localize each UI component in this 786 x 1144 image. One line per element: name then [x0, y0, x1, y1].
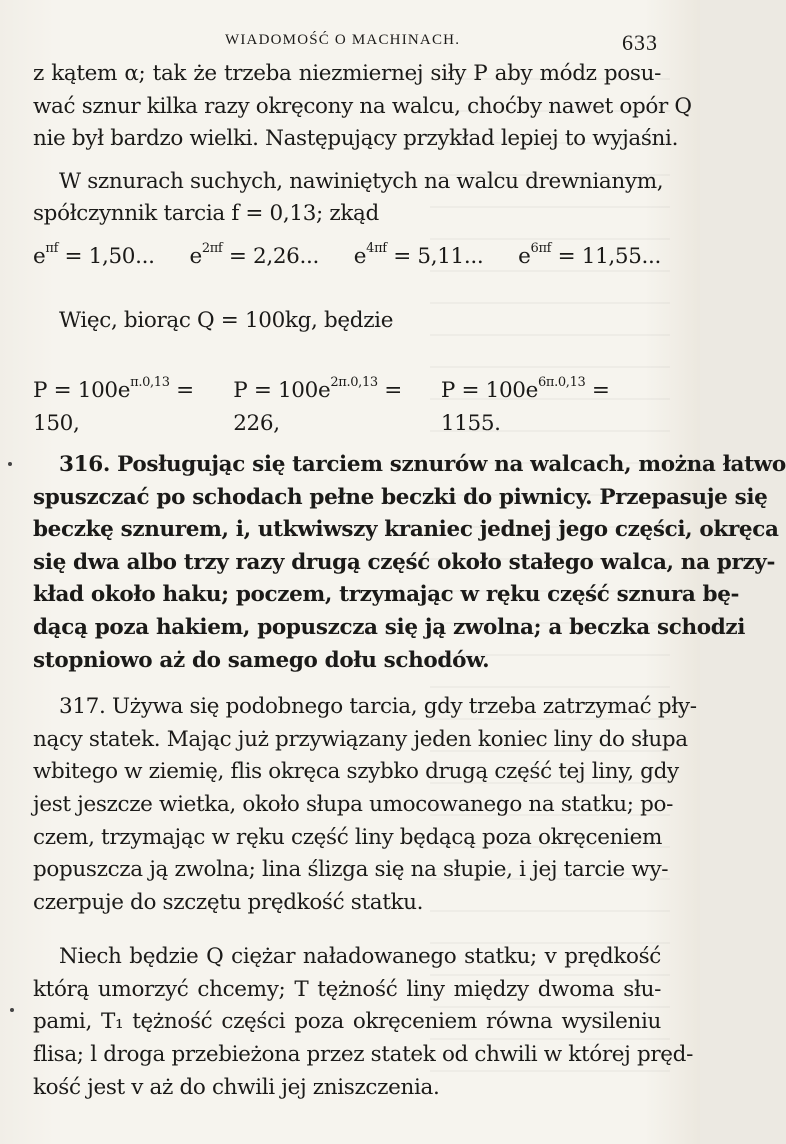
text-line: z kątem α; tak że trzeba niezmiernej siły P aby módz posu-	[33, 61, 661, 86]
text-line: kład około haku; poczem, trzymając w ręku część sznura bę-	[33, 582, 740, 608]
paragraph-intro	[33, 58, 692, 156]
paper-speck	[10, 1008, 14, 1012]
text-line: spuszczać po schodach pełne beczki do piwnicy. Przepasuje się	[33, 484, 768, 510]
text-line: dącą poza hakiem, popuszcza się ją zwolna; a beczka schodzi	[33, 614, 746, 640]
text-line: popuszcza ją zwolna; lina ślizga się na słupie, i jej tarcie wy-	[33, 857, 669, 883]
text-line: spółczynnik tarcia f = 0,13; zkąd	[33, 201, 379, 227]
text-line: 317. Używa się podobnego tarcia, gdy trzeba zatrzymać pły-	[59, 694, 697, 720]
paragraph-316	[33, 449, 786, 677]
paragraph-niech	[33, 941, 693, 1104]
text-line: 316. Posługując się tarciem sznurów na walcach, można łatwo	[59, 451, 786, 477]
exponential-values-row	[33, 231, 661, 293]
text-line: jest jeszcze wietka, około słupa umocowanego na statku; po-	[33, 791, 674, 817]
taking-q-line: Więc, biorąc Q = 100kg, będzie	[59, 307, 394, 333]
p-values-row	[33, 349, 661, 436]
text-line: pami, T₁ tężność części poza okręceniem równa wysileniu	[33, 1009, 661, 1035]
paragraph-317	[33, 691, 697, 919]
paper-speck	[8, 462, 12, 466]
page-number: 633	[622, 30, 658, 55]
text-line: się dwa albo trzy razy drugą część około stałego walca, na przy-	[33, 549, 776, 575]
text-line: którą umorzyć chcemy; T tężność liny między dwoma słu-	[33, 976, 661, 1002]
formula-p-226: $P = 100e^{2\pi.0,13} = 226$,	[233, 374, 402, 436]
text-line: beczkę sznurem, i, utkwiwszy kraniec jednej jego części, okręca	[33, 517, 779, 543]
body-text	[33, 58, 786, 1104]
formula-p-150: $P = 100e^{\pi.0,13} = 150$,	[33, 374, 194, 436]
text-line: kość jest v aż do chwili jej zniszczenia.	[33, 1074, 440, 1100]
formula-e-4pif: $e^{4\pi f} = 5,11$...	[353, 240, 484, 269]
text-line: W sznurach suchych, nawiniętych na walcu drewnianym,	[59, 168, 664, 194]
text-line: flisa; l droga przebieżona przez statek od chwili w której pręd-	[33, 1042, 693, 1068]
formula-p-1155: $P = 100e^{6\pi.0,13} = 1155$.	[440, 374, 610, 436]
running-title: WIADOMOŚĆ O MACHINACH.	[225, 32, 461, 48]
text-line: czem, trzymając w ręku część liny będącą poza okręceniem	[33, 824, 663, 850]
text-line: wbitego w ziemię, flis okręca szybko drugą część tej liny, gdy	[33, 759, 679, 785]
text-line: nący statek. Mając już przywiązany jeden koniec liny do słupa	[33, 726, 688, 752]
text-line: nie był bardzo wielki. Następujący przykład lepiej to wyjaśni.	[33, 126, 679, 152]
formula-e-6pif: $e^{6\pi f} = 11,55$...	[518, 240, 661, 269]
text-line: stopniowo aż do samego dołu schodów.	[33, 647, 490, 673]
formula-e-2pif: $e^{2\pi f} = 2,26$...	[189, 240, 319, 269]
text-line: Niech będzie Q ciężar naładowanego statku; v prędkość	[59, 944, 661, 970]
formula-e-pif: $e^{\pi f} = 1,50$...	[33, 240, 155, 269]
text-line: czerpuje do szczętu prędkość statku.	[33, 889, 424, 915]
page-header	[0, 30, 700, 56]
paragraph-dry-ropes	[33, 166, 664, 231]
text-line: wać sznur kilka razy okręcony na walcu, choćby nawet opór Q	[33, 93, 692, 119]
